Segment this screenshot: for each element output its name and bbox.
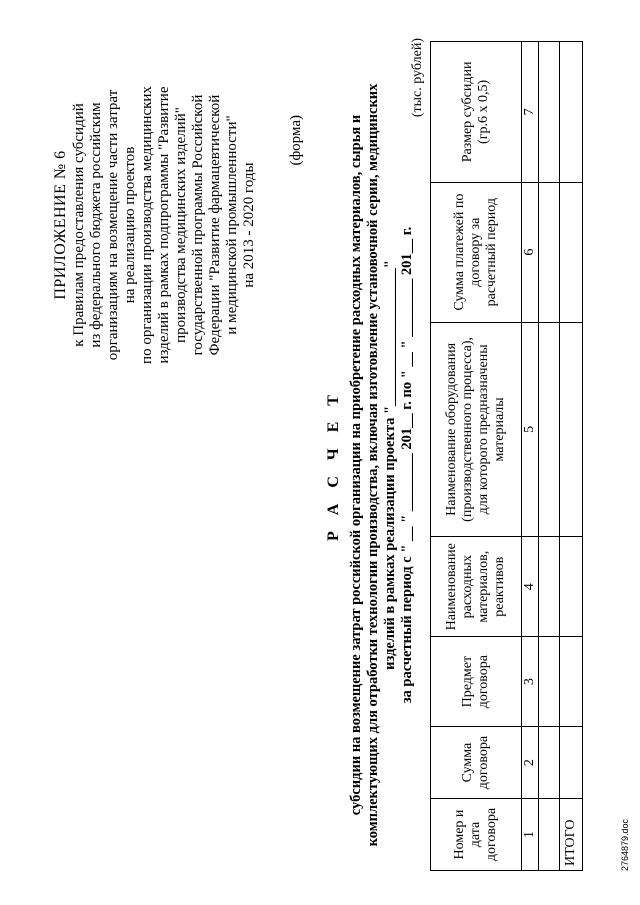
header-cell: Сумма договора <box>431 727 522 799</box>
column-number: 6 <box>522 182 539 322</box>
appendix-line: на 2013 - 2020 годы <box>241 162 257 288</box>
table-cell <box>560 322 583 537</box>
calculation-table <box>430 41 583 871</box>
subtitle-line: изделий в рамках реализации проекта "___________________" <box>382 260 398 670</box>
title-block <box>325 80 416 850</box>
column-number: 5 <box>522 322 539 537</box>
appendix-block <box>52 60 258 390</box>
table-cell <box>539 182 560 322</box>
form-label: (форма) <box>288 115 304 166</box>
appendix-line: и медицинской промышленности" <box>224 115 240 335</box>
file-reference: 2764879.doc <box>620 818 630 871</box>
table-cell <box>539 799 560 871</box>
column-number-row <box>522 42 539 871</box>
column-number: 2 <box>522 727 539 799</box>
table-cell <box>560 42 583 183</box>
subtitle-line: субсидии на возмещение затрат российской организации на приобретение расходных материалов, сырья и <box>348 114 364 816</box>
table-cell <box>539 322 560 537</box>
appendix-line: Федерации "Развитие фармацевтической <box>207 94 223 356</box>
table-cell <box>560 537 583 637</box>
header-cell: Наименование оборудования (производственного процесса), для которого предназначены материалы <box>431 322 522 537</box>
subtitle-line: комплектующих для отработки технологии производства, включая изготовление установочной серии, медицинских <box>365 83 381 847</box>
header-cell: Номер и дата договора <box>431 799 522 871</box>
unit-label: (тыс. рублей) <box>410 38 425 118</box>
table-cell <box>539 727 560 799</box>
appendix-line: изделий в рамках подпрограммы "Развитие <box>156 86 172 364</box>
total-label: ИТОГО <box>560 799 583 871</box>
table-row <box>539 42 560 871</box>
appendix-line: производства медицинских изделий" <box>173 107 189 343</box>
period-line: за расчетный период с " __ " ________ 201__ г. по " __ " ________ 201__ г. <box>399 226 415 704</box>
appendix-line: по организации производства медицинских <box>139 86 155 364</box>
appendix-line: на реализацию проектов <box>122 146 138 304</box>
total-row <box>560 42 583 871</box>
table-cell <box>539 637 560 727</box>
column-number: 1 <box>522 799 539 871</box>
table-header-row <box>431 42 522 871</box>
header-cell: Наименование расходных материалов, реактивов <box>431 537 522 637</box>
appendix-line: государственной программы Российской <box>190 94 206 356</box>
table-cell <box>560 182 583 322</box>
appendix-line: к Правилам предоставления субсидий <box>71 103 87 347</box>
header-cell: Предмет договора <box>431 637 522 727</box>
table-cell <box>539 42 560 183</box>
appendix-line: из федерального бюджета российским <box>88 102 104 348</box>
column-number: 7 <box>522 42 539 183</box>
table-cell <box>539 537 560 637</box>
table-cell <box>560 727 583 799</box>
column-number: 3 <box>522 637 539 727</box>
header-cell: Сумма платежей по договору за расчетный период <box>431 182 522 322</box>
table-cell <box>560 637 583 727</box>
appendix-line: организациям на возмещение части затрат <box>105 89 121 361</box>
appendix-heading: ПРИЛОЖЕНИЕ № 6 <box>52 150 69 300</box>
header-cell: Размер субсидии (гр.6 x 0,5) <box>431 42 522 183</box>
document-title: Р А С Ч Е Т <box>325 389 342 541</box>
column-number: 4 <box>522 537 539 637</box>
